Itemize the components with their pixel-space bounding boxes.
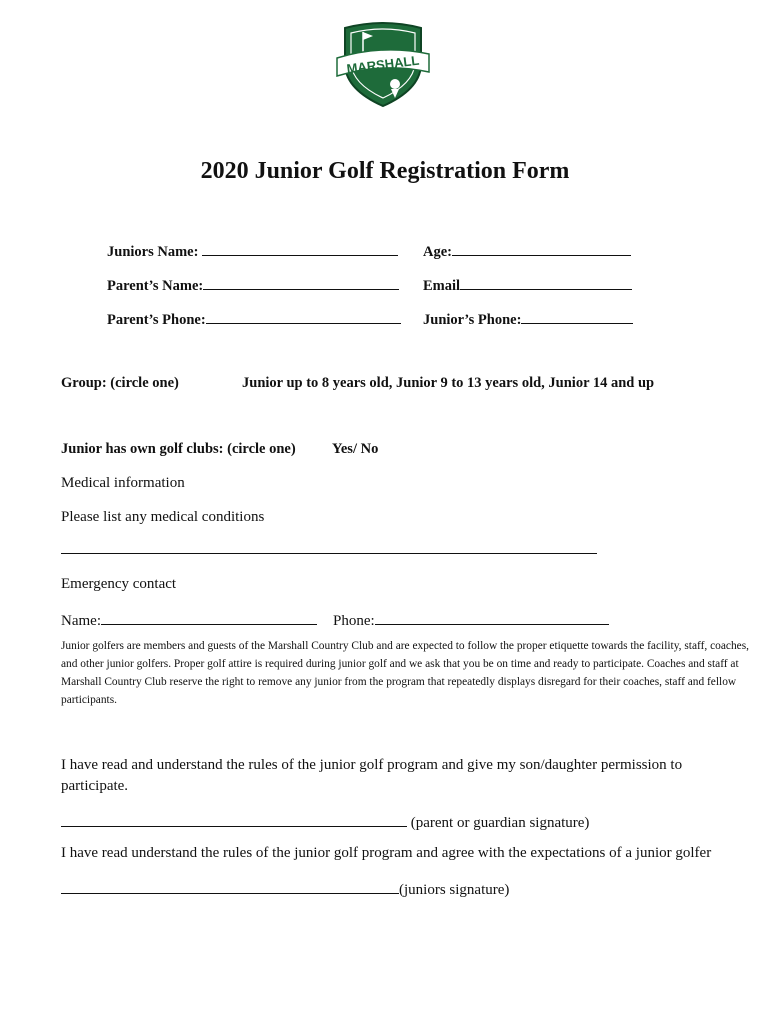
emergency-phone-field[interactable] (333, 609, 609, 630)
junior-signature-label: (juniors signature) (399, 882, 510, 898)
junior-ack-text: I have read understand the rules of the junior golf program and agree with the expectations of a junior golfer (61, 845, 712, 861)
juniors-name-field[interactable] (107, 240, 398, 261)
juniors-phone-line[interactable] (521, 308, 633, 324)
emergency-name-line[interactable] (101, 609, 317, 625)
parent-signature-label: (parent or guardian signature) (410, 815, 590, 831)
email-label: Email (423, 278, 461, 294)
parents-name-field[interactable] (107, 274, 399, 295)
juniors-name-label: Juniors Name: (107, 244, 199, 260)
parents-name-line[interactable] (203, 274, 399, 290)
emergency-name-label: Name: (61, 613, 101, 629)
parents-phone-label: Parent’s Phone: (107, 312, 206, 328)
emergency-heading: Emergency contact (61, 576, 177, 592)
clubs-label: Junior has own golf clubs: (circle one) (61, 441, 296, 457)
juniors-phone-field[interactable] (423, 308, 633, 329)
age-field[interactable] (423, 240, 631, 261)
group-options[interactable]: Junior up to 8 years old, Junior 9 to 13 years old, Junior 14 and up (242, 375, 655, 391)
parents-name-label: Parent’s Name: (107, 278, 204, 294)
marshall-crest-logo (333, 18, 433, 108)
medical-prompt: Please list any medical conditions (61, 509, 265, 525)
parent-ack-line2: participate. (61, 778, 129, 794)
emergency-phone-line[interactable] (375, 609, 609, 625)
junior-signature-field[interactable] (61, 878, 509, 899)
parent-ack-line1: I have read and understand the rules of the junior golf program and give my son/daughter permission to (61, 757, 683, 773)
clubs-options[interactable]: Yes/ No (332, 441, 379, 457)
page-title: 2020 Junior Golf Registration Form (200, 158, 570, 184)
rules-paragraph: Junior golfers are members and guests of the Marshall Country Club and are expected to follow the proper etiquette towards the facility, staff, coaches, and other junior golfers. Proper golf attire is required during junior golf and we ask that you be on time and ready to participate. Coaches and staff at Marshall Country Club reserve the right to remove any junior from the program that repeatedly displays disregard for their coaches, staff and fellow participants. (61, 640, 749, 706)
emergency-phone-label: Phone: (333, 613, 375, 629)
age-label: Age: (423, 244, 452, 260)
email-line[interactable] (460, 274, 632, 290)
junior-signature-line[interactable] (61, 878, 399, 894)
medical-heading: Medical information (61, 475, 185, 491)
parent-signature-line[interactable] (61, 811, 407, 827)
group-label: Group: (circle one) (61, 375, 179, 391)
emergency-name-field[interactable] (61, 609, 317, 630)
logo-wordmark: MARSHALL (345, 52, 421, 77)
parents-phone-field[interactable] (107, 308, 401, 329)
age-line[interactable] (452, 240, 631, 256)
parents-phone-line[interactable] (206, 308, 401, 324)
juniors-name-line[interactable] (202, 240, 398, 256)
email-field[interactable] (423, 274, 632, 295)
medical-conditions-line[interactable] (61, 553, 597, 554)
juniors-phone-label: Junior’s Phone: (423, 312, 522, 328)
parent-signature-field[interactable] (61, 811, 589, 832)
